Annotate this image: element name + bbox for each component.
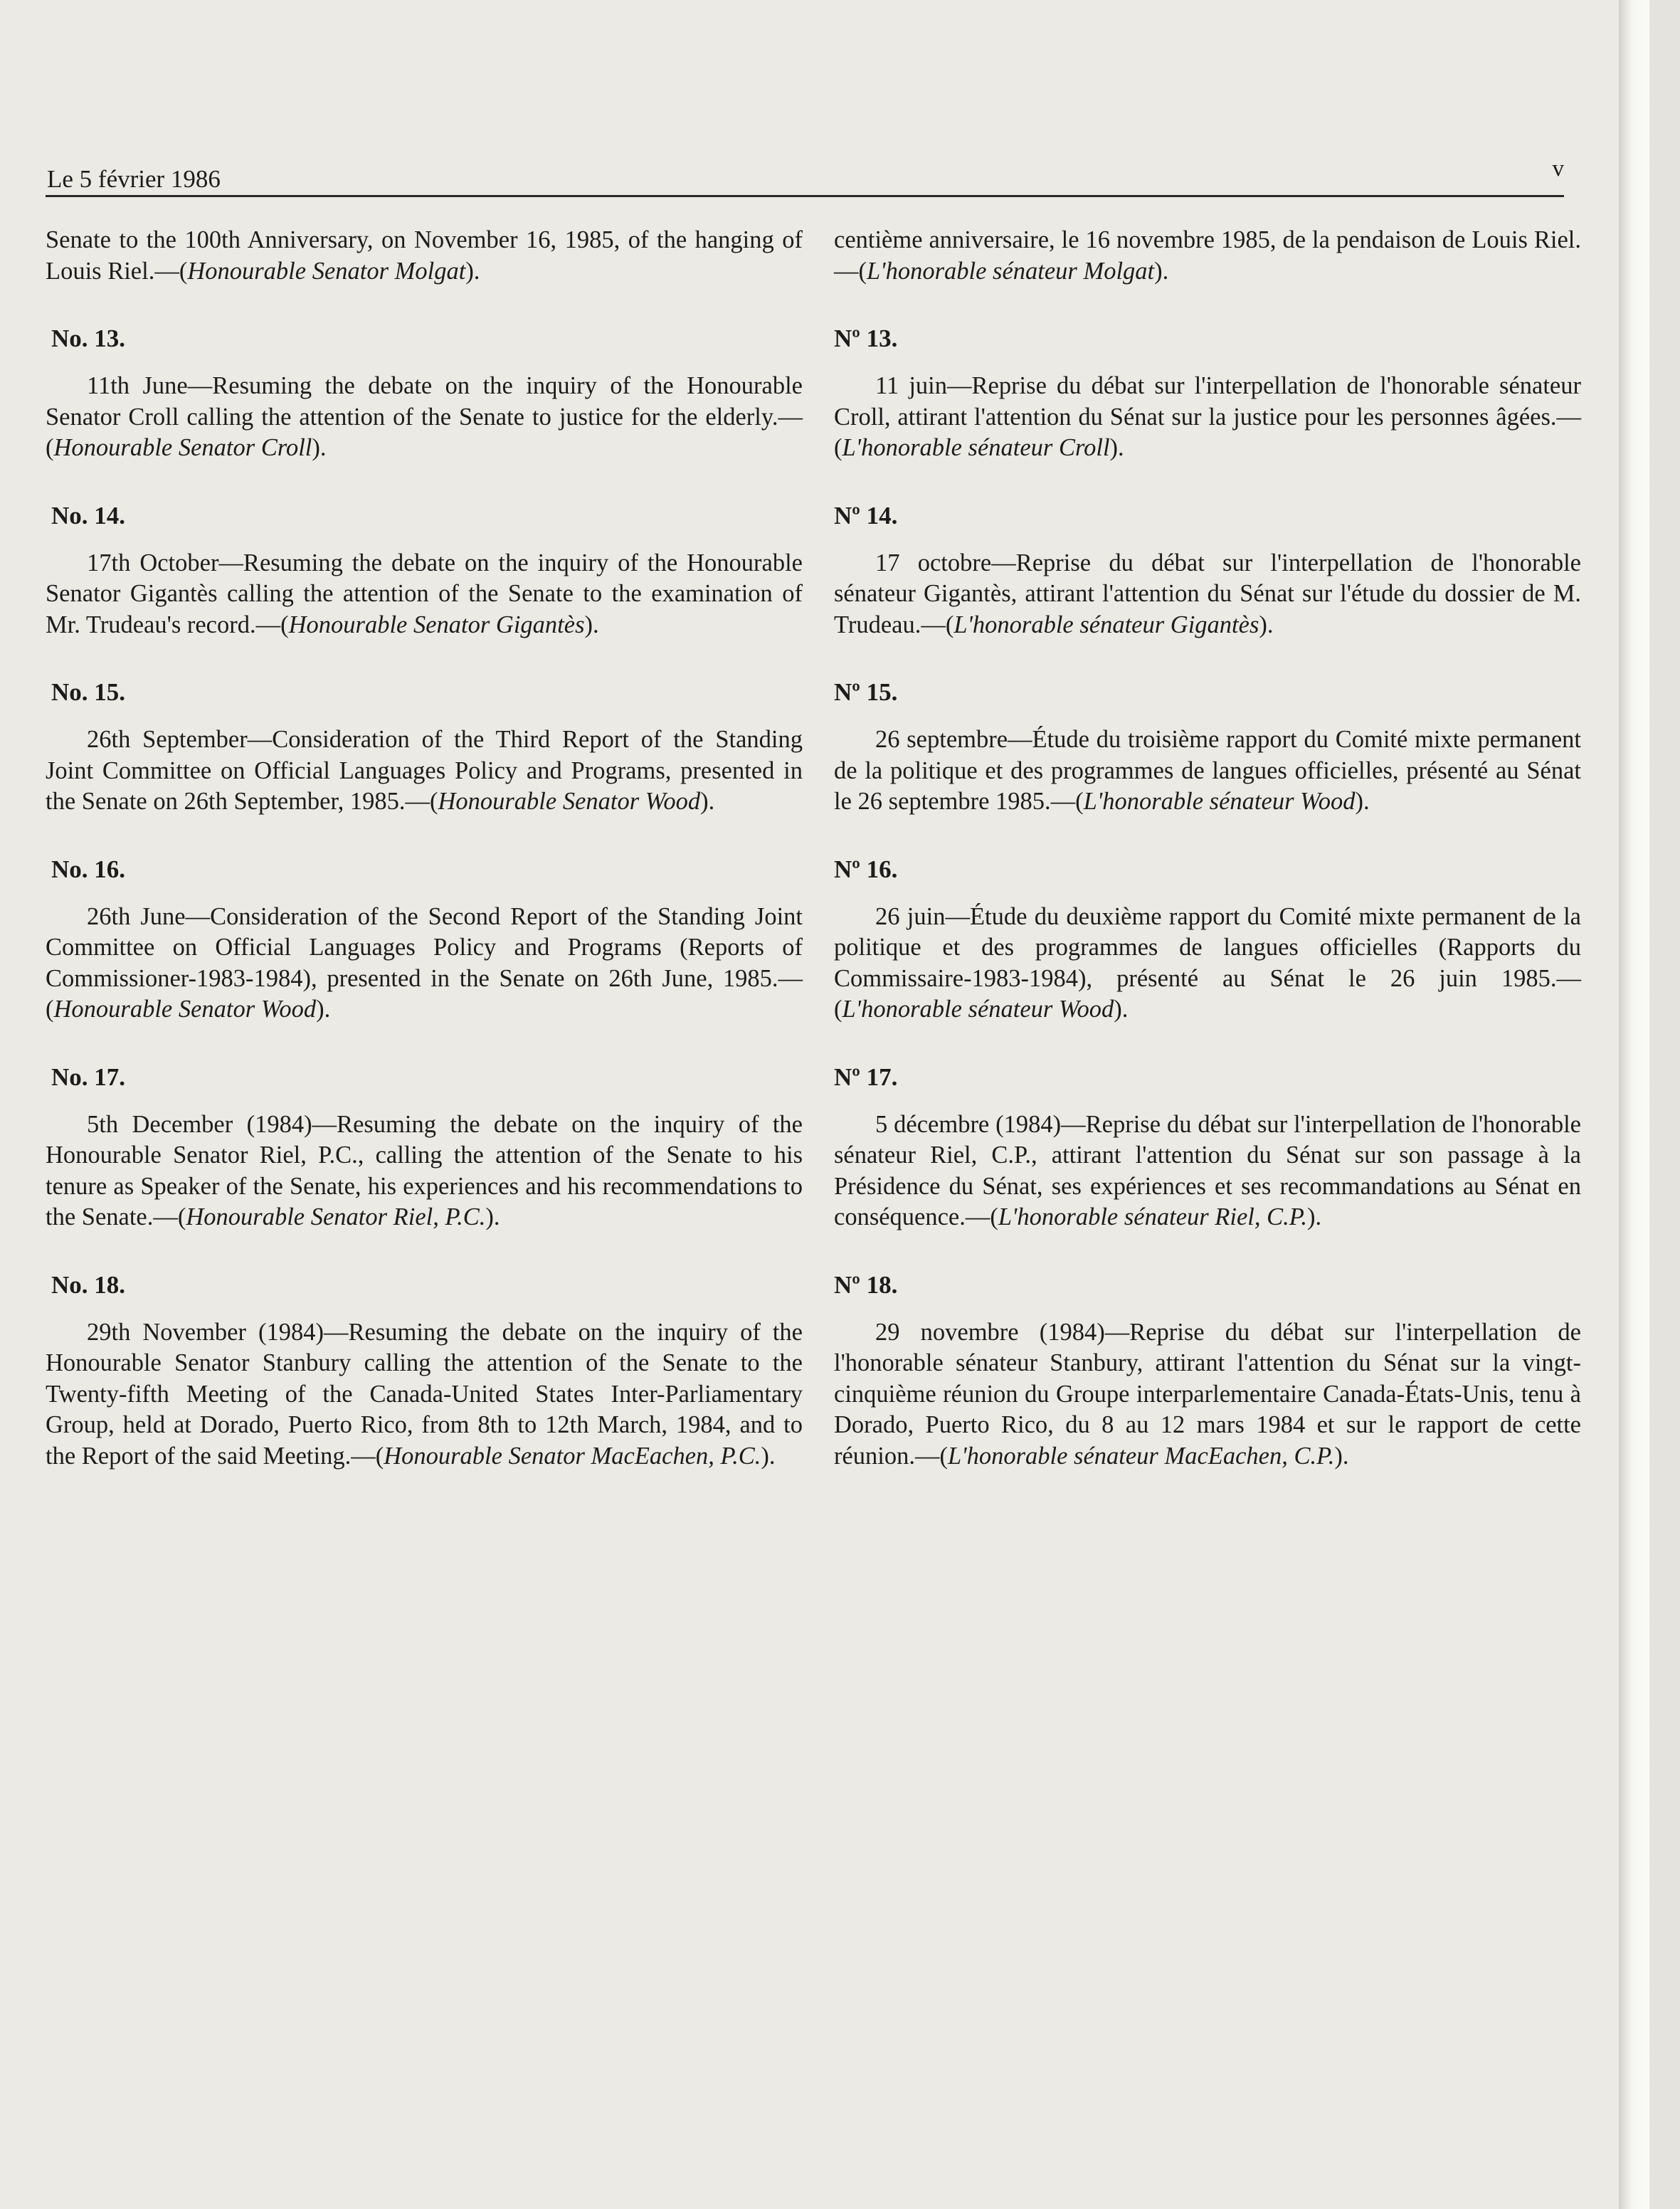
order-item-15-fr xyxy=(834,678,1581,818)
order-item-18-en xyxy=(46,1270,803,1472)
sponsor-name: L'honorable sénateur Molgat xyxy=(867,257,1155,285)
sponsor-name: Honourable Senator MacEachen, P.C. xyxy=(384,1442,761,1470)
sponsor-name: L'honorable sénateur Wood xyxy=(1083,788,1356,815)
item-number: No. 18. xyxy=(51,1270,126,1299)
sponsor-name: L'honorable sénateur Wood xyxy=(842,996,1114,1023)
sponsor-name: Honourable Senator Wood xyxy=(438,788,701,815)
french-column xyxy=(834,225,1581,1472)
order-item-16-en xyxy=(46,855,803,1026)
sponsor-name: L'honorable sénateur Riel, C.P. xyxy=(998,1203,1308,1230)
order-item-14-fr xyxy=(834,501,1581,641)
item-number: Nº 16. xyxy=(834,855,898,883)
sponsor-name: Honourable Senator Molgat xyxy=(187,257,466,285)
order-item-17-en xyxy=(46,1063,803,1233)
item-text: 5 décembre (1984)—Reprise du débat sur l'interpellation de l'honorable sénateur Riel, C.P., attirant l'attention du Sénat sur son passage à la Présidence du Sénat, ses expériences et ses recommandations au Sénat en conséquence.—(L'honorable sénateur Riel, C.P.). xyxy=(834,1110,1581,1230)
item-text: 11 juin—Reprise du débat sur l'interpellation de l'honorable sénateur Croll, attirant l'attention du Sénat sur la justice pour les personnes âgées.—(L'honorable sénateur Croll). xyxy=(834,372,1581,461)
sponsor-name: L'honorable sénateur Croll xyxy=(842,434,1110,461)
item-text: 5th December (1984)—Resuming the debate on the inquiry of the Honourable Senator Riel, P.C., calling the attention of the Senate to his tenure as Speaker of the Senate, his experiences and his recommendations to the Senate.—(Honourable Senator Riel, P.C.). xyxy=(46,1110,803,1230)
item-text: 26th June—Consideration of the Second Report of the Standing Joint Committee on Official Languages Policy and Programs (Reports of Commissioner-1983-1984), presented in the Senate on 26th June, 1985.—(Honourable Senator Wood). xyxy=(46,902,803,1023)
item-text: 17 octobre—Reprise du débat sur l'interpellation de l'honorable sénateur Gigantès, attirant l'attention du Sénat sur l'étude du dossier de M. Trudeau.—(L'honorable sénateur Gigantès). xyxy=(834,549,1581,638)
sponsor-name: Honourable Senator Gigantès xyxy=(288,611,585,638)
sponsor-name: L'honorable sénateur Gigantès xyxy=(953,611,1259,638)
item-number: Nº 14. xyxy=(834,501,898,529)
item-number: No. 13. xyxy=(51,325,126,352)
english-column xyxy=(46,225,803,1472)
sponsor-name: Honourable Senator Wood xyxy=(53,996,317,1023)
item-number: No. 15. xyxy=(51,678,126,706)
running-head: Le 5 février 1986 xyxy=(47,165,221,193)
item-text: 26 juin—Étude du deuxième rapport du Comité mixte permanent de la politique et des programmes de langues officielles (Rapports du Commissaire-1983-1984), présenté au Sénat le 26 juin 1985.—(L'honorable sénateur Wood). xyxy=(834,902,1581,1023)
order-item-13-en xyxy=(46,324,803,464)
item-number: Nº 13. xyxy=(834,325,898,352)
opening-paragraph-fr: centième anniversaire, le 16 novembre 1985, de la pendaison de Louis Riel.—(L'honorable sénateur Molgat). xyxy=(834,226,1581,285)
item-text: 26th September—Consideration of the Third Report of the Standing Joint Committee on Official Languages Policy and Programs, presented in the Senate on 26th September, 1985.—(Honourable Senator Wood). xyxy=(46,726,803,815)
item-number: No. 14. xyxy=(51,501,126,529)
sponsor-name: L'honorable sénateur MacEachen, C.P. xyxy=(948,1442,1335,1470)
item-text: 29 novembre (1984)—Reprise du débat sur l'interpellation de l'honorable sénateur Stanbury, attirant l'attention du Sénat sur la vingt-cinquième réunion du Groupe interparlementaire Canada-États-Unis, tenu à Dorado, Puerto Rico, du 8 au 12 mars 1984 et sur le rapport de cette réunion.—(L'honorable sénateur MacEachen, C.P.). xyxy=(834,1318,1581,1470)
item-number: No. 17. xyxy=(51,1063,126,1091)
item-number: Nº 18. xyxy=(834,1270,898,1299)
item-number: Nº 17. xyxy=(834,1063,898,1091)
sponsor-name: Honourable Senator Riel, P.C. xyxy=(186,1203,486,1230)
item-text: 11th June—Resuming the debate on the inquiry of the Honourable Senator Croll calling the attention of the Senate to justice for the elderly.—(Honourable Senator Croll). xyxy=(46,372,803,461)
page-header xyxy=(46,156,1564,197)
opening-paragraph-en: Senate to the 100th Anniversary, on November 16, 1985, of the hanging of Louis Riel.—(Honourable Senator Molgat). xyxy=(46,226,803,285)
order-item-14-en xyxy=(46,501,803,641)
order-item-13-fr xyxy=(834,324,1581,464)
item-text: 17th October—Resuming the debate on the inquiry of the Honourable Senator Gigantès calling the attention of the Senate to the examination of Mr. Trudeau's record.—(Honourable Senator Gigantès). xyxy=(46,549,803,638)
order-item-17-fr xyxy=(834,1063,1581,1233)
order-item-15-en xyxy=(46,678,803,818)
item-number: No. 16. xyxy=(51,855,126,883)
item-text: 29th November (1984)—Resuming the debate on the inquiry of the Honourable Senator Stanbury calling the attention of the Senate to the Twenty-fifth Meeting of the Canada-United States Inter-Parliamentary Group, held at Dorado, Puerto Rico, from 8th to 12th March, 1984, and to the Report of the said Meeting.—(Honourable Senator MacEachen, P.C.). xyxy=(46,1318,803,1470)
order-item-16-fr xyxy=(834,855,1581,1026)
sponsor-name: Honourable Senator Croll xyxy=(53,434,312,461)
item-number: Nº 15. xyxy=(834,678,898,706)
page-edge xyxy=(1619,0,1649,2209)
page-number: v xyxy=(1552,156,1564,181)
item-text: 26 septembre—Étude du troisième rapport du Comité mixte permanent de la politique et des programmes de langues officielles, présenté au Sénat le 26 septembre 1985.—(L'honorable sénateur Wood). xyxy=(834,726,1581,815)
order-item-18-fr xyxy=(834,1270,1581,1472)
